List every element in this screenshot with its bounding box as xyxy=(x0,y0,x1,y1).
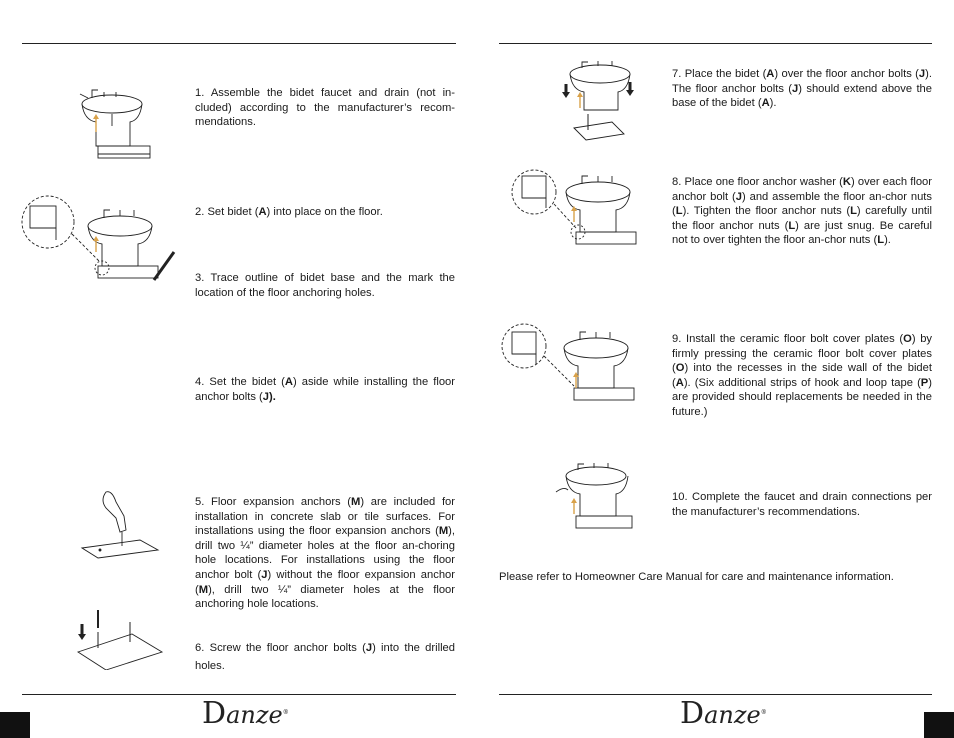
part-label-J: J xyxy=(792,82,799,95)
floor-bolt-icon xyxy=(76,608,166,670)
logo-initial: D xyxy=(680,696,705,731)
bidet-nut-detail-icon xyxy=(510,166,644,248)
step-text: Set the bidet ( xyxy=(209,376,285,388)
step-text: ). xyxy=(884,234,891,247)
step-text: Floor expansion anchors ( xyxy=(211,496,352,508)
step-text: ) into the recesses in the side wall of the bidet ( xyxy=(672,362,932,389)
danze-logo-right xyxy=(680,696,767,731)
step-text: ) over the floor anchor bolts ( xyxy=(774,68,919,80)
step-text: ), drill two ¼” diameter holes at the floor an-choring hole locations. For installations using the floor anchor bolt ( xyxy=(195,525,455,581)
step-2 xyxy=(195,205,455,220)
step-text: ). (Six additional strips of hook and loop tape ( xyxy=(683,376,921,389)
step-text: ) into place on the floor. xyxy=(266,206,383,218)
step-text: Assemble the bidet faucet and drain (not in-cluded) according to the manufacturer’s recom-mendations. xyxy=(195,87,455,129)
step-text: ) are provided should replacements be needed in the future.) xyxy=(672,376,932,418)
step-text: ). Tighten the floor anchor nuts ( xyxy=(682,205,851,218)
part-label-P: P xyxy=(920,376,929,389)
part-label-L: L xyxy=(675,205,683,218)
part-label-A: A xyxy=(766,68,775,80)
step-6 xyxy=(195,639,455,675)
step-text: Place one floor anchor washer ( xyxy=(684,176,843,188)
right-bottom-rule xyxy=(499,694,932,695)
step-text: ) carefully until the floor anchor nuts ( xyxy=(672,205,932,232)
step-number: 7. xyxy=(672,68,682,80)
step-9 xyxy=(672,332,932,420)
drill-icon xyxy=(80,488,160,560)
danze-logo-left xyxy=(202,696,289,731)
step-text: Set bidet ( xyxy=(207,206,259,218)
left-top-rule xyxy=(22,43,456,44)
step-number: 10. xyxy=(672,491,688,503)
step-number: 6. xyxy=(195,642,205,654)
part-label-A: A xyxy=(675,376,684,389)
step-1 xyxy=(195,86,455,130)
logo-mark: ® xyxy=(282,709,289,716)
logo-mark: ® xyxy=(760,709,767,716)
step-text: Trace outline of bidet base and the mark the location of the floor anchoring holes. xyxy=(195,272,455,299)
step-number: 8. xyxy=(672,176,682,188)
step-8 xyxy=(672,175,932,248)
step-text: ). xyxy=(769,97,777,110)
step-text: ). xyxy=(269,390,276,403)
part-label-M: M xyxy=(351,496,361,508)
part-label-J: J xyxy=(365,642,373,654)
part-label-O: O xyxy=(903,333,912,345)
left-page-corner xyxy=(0,712,30,738)
part-label-K: K xyxy=(842,176,851,188)
step-5 xyxy=(195,495,455,612)
step-text: Place the bidet ( xyxy=(684,68,767,80)
right-top-rule xyxy=(499,43,932,44)
part-label-L: L xyxy=(850,205,857,218)
step-text: ) are included for installation in concrete slab or tile surfaces. For installations using the floor expansion anchors ( xyxy=(195,496,455,538)
step-number: 4. xyxy=(195,376,205,388)
step-3 xyxy=(195,271,455,300)
step-text: ) aside while installing the floor anchor bolts ( xyxy=(195,376,455,403)
logo-text: anze xyxy=(226,701,283,729)
part-label-J: J xyxy=(262,390,270,403)
part-label-L: L xyxy=(788,219,796,232)
step-text: ) by firmly pressing the ceramic floor bolt cover plates ( xyxy=(672,333,933,375)
step-4 xyxy=(195,375,455,404)
part-label-J: J xyxy=(918,68,926,80)
bidet-cover-plate-icon xyxy=(500,322,640,406)
part-label-A: A xyxy=(258,206,267,218)
step-number: 9. xyxy=(672,333,682,345)
logo-initial: D xyxy=(202,696,227,731)
step-text: Screw the floor anchor bolts ( xyxy=(209,642,366,654)
bidet-over-bolts-icon xyxy=(560,58,638,142)
part-label-M: M xyxy=(198,583,209,596)
step-text: ). The floor anchor bolts ( xyxy=(672,68,932,95)
part-label-A: A xyxy=(284,376,293,388)
part-label-J: J xyxy=(261,568,268,581)
logo-text: anze xyxy=(704,701,761,729)
step-text: Install the ceramic floor bolt cover plates ( xyxy=(685,333,904,345)
part-label-O: O xyxy=(675,362,685,375)
step-text: ) over each floor anchor bolt ( xyxy=(672,176,933,203)
bidet-zoom-detail-icon xyxy=(20,192,180,284)
left-bottom-rule xyxy=(22,694,456,695)
step-text: ) and assemble the floor an-chor nuts ( xyxy=(672,190,932,218)
part-label-L: L xyxy=(877,234,885,247)
step-text: ) without the floor expansion anchor ( xyxy=(195,568,455,596)
care-note: Please refer to Homeowner Care Manual for care and maintenance information. xyxy=(499,571,894,583)
step-10 xyxy=(672,490,932,519)
step-text: ), drill two ¼” diameter holes at the floor anchoring hole locations. xyxy=(195,583,455,611)
step-text: Complete the faucet and drain connections per the manufacturer’s recommendations. xyxy=(672,491,933,518)
step-text: ) should extend above the base of the bidet ( xyxy=(672,82,932,110)
step-text: ) into the drilled holes. xyxy=(195,642,455,672)
step-number: 2. xyxy=(195,206,205,218)
bidet-connections-icon xyxy=(554,460,638,532)
step-number: 1. xyxy=(195,87,205,99)
step-number: 5. xyxy=(195,496,205,508)
part-label-J: J xyxy=(735,190,742,203)
part-label-M: M xyxy=(438,525,449,538)
bidet-with-faucet-icon xyxy=(74,84,158,164)
step-text: ) are just snug. Be careful not to over tighten the floor an-chor nuts ( xyxy=(672,219,933,247)
step-7 xyxy=(672,67,932,111)
right-page-corner xyxy=(924,712,954,738)
step-number: 3. xyxy=(195,272,205,284)
part-label-A: A xyxy=(761,97,770,110)
